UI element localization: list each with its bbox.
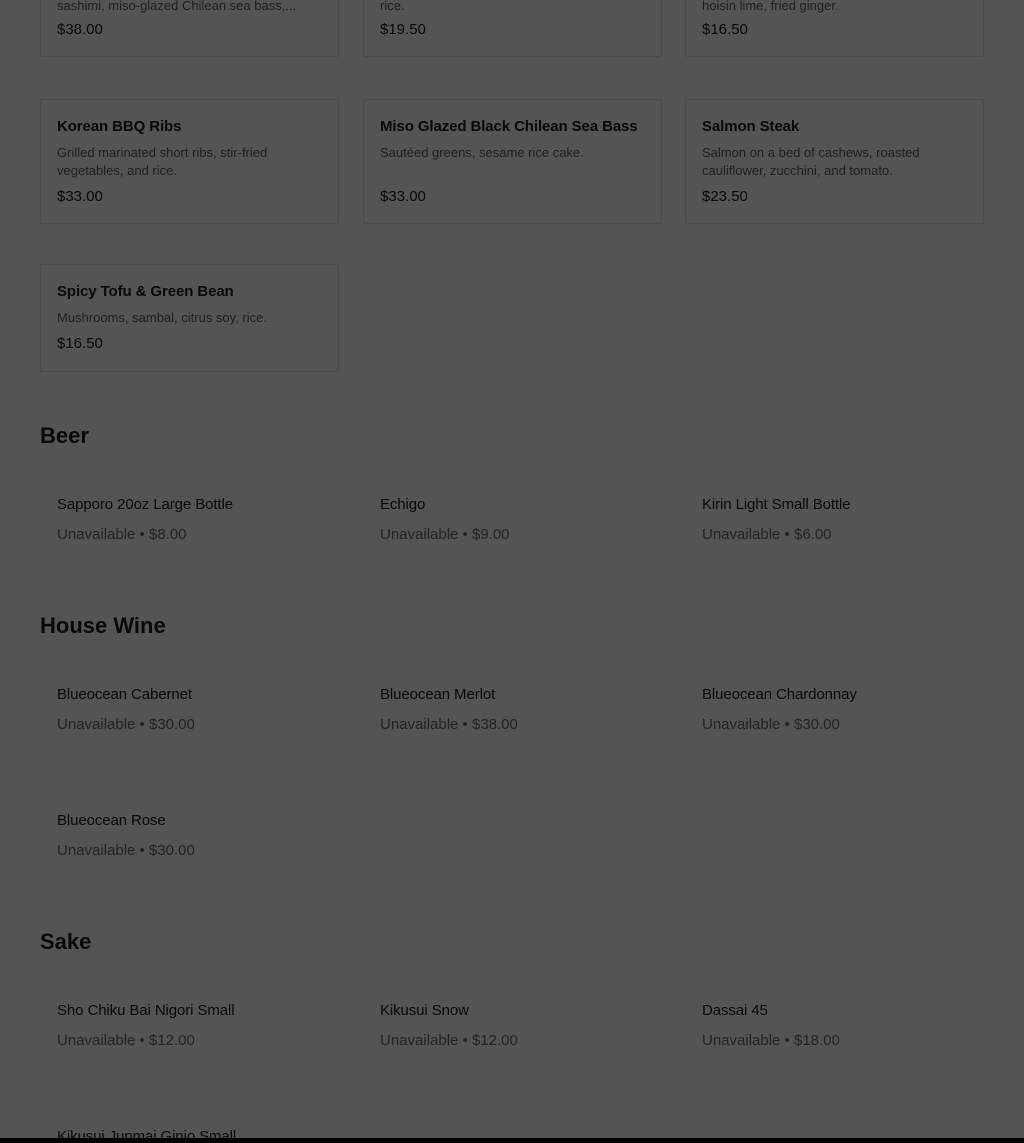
bottom-edge-bar <box>0 1138 1024 1143</box>
